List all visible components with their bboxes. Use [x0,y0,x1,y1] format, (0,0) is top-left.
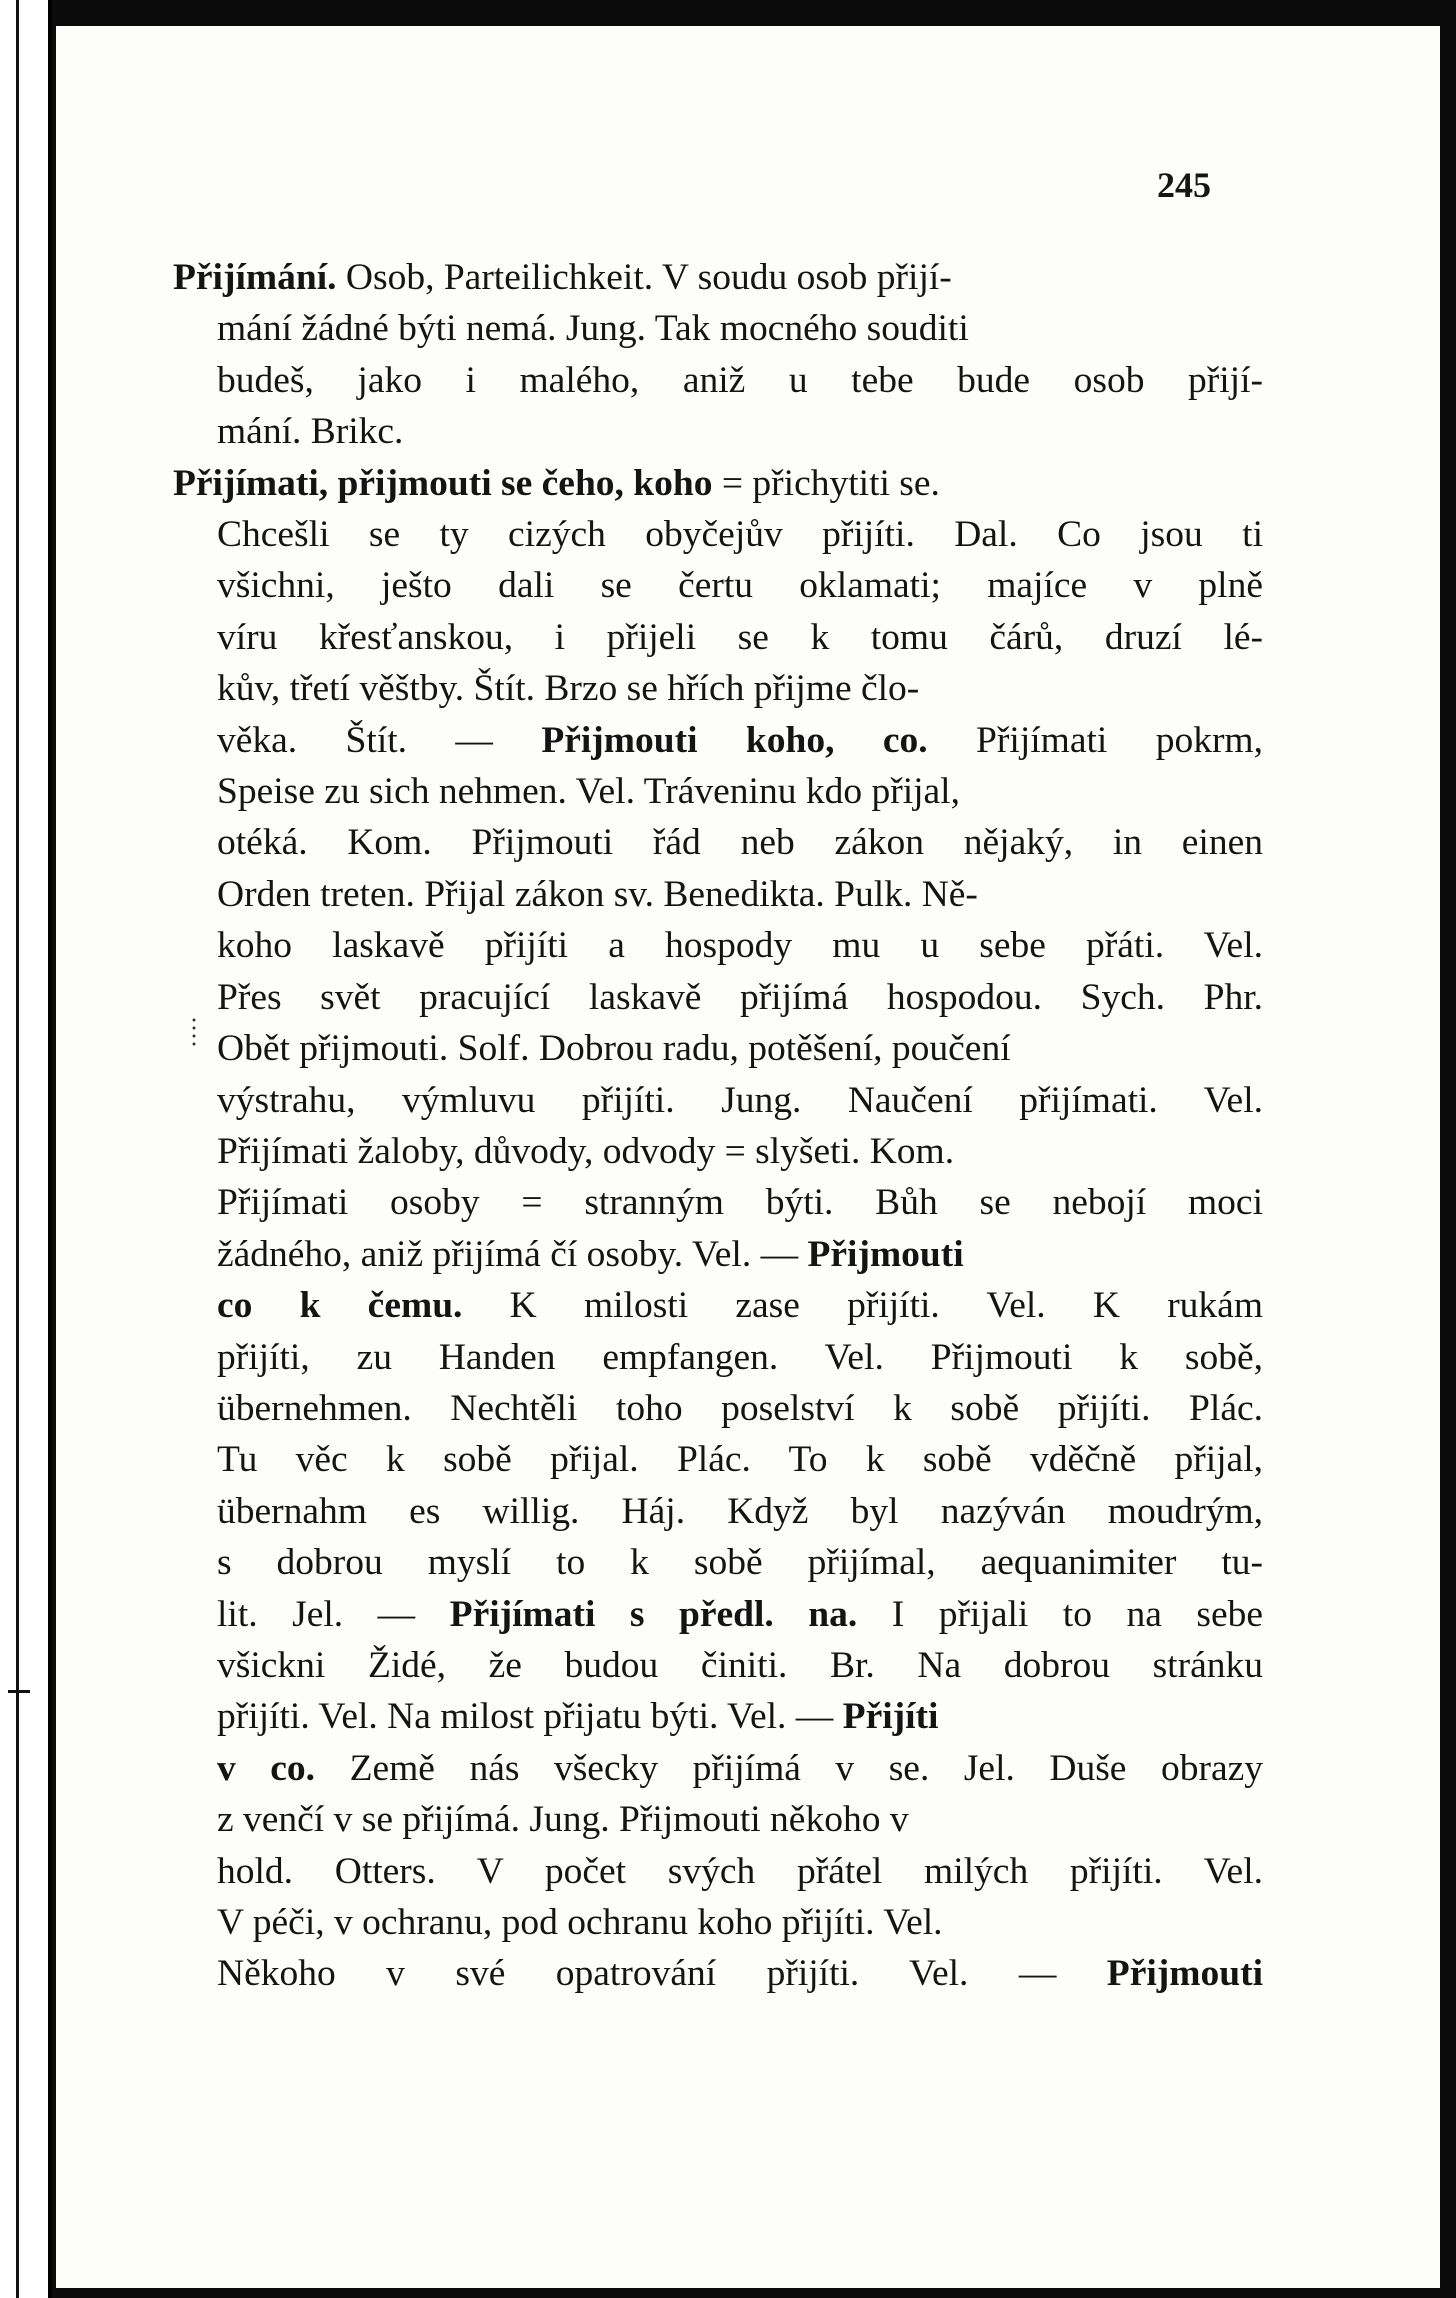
text-line [173,1332,1263,1383]
text-run: Země nás všecky přijímá v se. Jel. Duše obrazy [315,1747,1263,1789]
text-run: z venčí v se přijímá. Jung. Přijmouti někoho v [217,1799,909,1841]
headword: v co. [217,1747,316,1789]
text-line [173,1434,1263,1485]
text-line [173,1383,1263,1434]
text-line [173,355,1263,406]
text-run: všichni, ješto dali se čertu oklamati; majíce v plně [217,565,1263,607]
left-page-edge [0,0,52,2298]
text-line [173,1846,1263,1897]
text-line [173,972,1263,1023]
text-run: V péči, v ochranu, pod ochranu koho přijíti. Vel. [217,1902,943,1943]
text-line [173,663,1263,714]
headword: Přijímati, přijmouti se čeho, koho [173,462,713,504]
text-line [173,1075,1263,1126]
text-run: übernahm es willig. Háj. Když byl nazýván moudrým, [217,1490,1263,1532]
text-line [173,458,1263,509]
text-line [173,920,1263,971]
headword: Přijíti [842,1696,939,1738]
text-run: věka. Štít. — [217,719,542,761]
text-line [173,509,1263,560]
text-line [173,1743,1263,1794]
headword: Přijmouti koho, co. [541,719,928,761]
text-line [173,1897,1263,1948]
text-line [173,817,1263,868]
text-line [173,1023,1263,1074]
text-line [173,1640,1263,1691]
text-run: Speise zu sich nehmen. Vel. Tráveninu kdo přijal, [217,771,960,813]
text-line [173,1537,1263,1588]
binding-rule [16,0,19,2298]
text-run: übernehmen. Nechtěli toho poselství k sobě přijíti. Plác. [217,1387,1263,1429]
text-run: I přijali to na sebe [857,1593,1263,1635]
headword: Přijmouti [1106,1953,1263,1995]
text-line [173,303,1263,354]
text-line [173,1589,1263,1640]
headword: co k čemu. [217,1285,463,1327]
text-run: Někoho v své opatrování přijíti. Vel. — [217,1953,1107,1995]
text-line [173,715,1263,766]
text-line [173,1229,1263,1280]
page-number: 245 [1157,165,1211,205]
book-page [56,26,1440,2288]
dictionary-text [173,252,1263,2000]
text-run: budeš, jako i malého, aniž u tebe bude osob přijí- [217,359,1263,401]
text-line [173,766,1263,817]
text-line [173,1691,1263,1742]
text-run: mání žádné býti nemá. Jung. Tak mocného souditi [217,308,969,350]
text-run: lit. Jel. — [217,1593,450,1635]
headword: Přijmouti [807,1233,964,1275]
text-run: přijíti. Vel. Na milost přijatu býti. Vel. — [217,1696,843,1738]
text-run: hold. Otters. V počet svých přátel milých přijíti. Vel. [217,1850,1263,1892]
text-line [173,252,1263,303]
text-line [173,1948,1263,1999]
text-run: Přijímati žaloby, důvody, odvody = slyšeti. Kom. [217,1130,955,1172]
text-run: = přichytiti se. [712,462,940,504]
text-run: žádného, aniž přijímá čí osoby. Vel. — [217,1233,808,1275]
text-line [173,1126,1263,1177]
text-run: všickni Židé, že budou činiti. Br. Na dobrou stránku [217,1644,1263,1686]
text-run: otéká. Kom. Přijmouti řád neb zákon nějaký, in einen [217,822,1263,864]
text-line [173,560,1263,611]
text-run: Přijímati osoby = stranným býti. Bůh se nebojí moci [217,1182,1263,1224]
text-run: mání. Brikc. [217,411,404,453]
text-line [173,1280,1263,1331]
text-run: koho laskavě přijíti a hospody mu u sebe přáti. Vel. [217,925,1263,967]
headword: Přijímání. [173,257,337,298]
text-run: Chcešli se ty cizých obyčejův přijíti. Dal. Co jsou ti [217,514,1263,556]
text-run: Obět přijmouti. Solf. Dobrou radu, potěšení, poučení [217,1028,1011,1070]
text-run: přijíti, zu Handen empfangen. Vel. Přijmouti k sobě, [217,1336,1263,1378]
text-run: Orden treten. Přijal zákon sv. Benedikta. Pulk. Ně- [217,873,978,915]
text-line [173,1177,1263,1228]
text-line [173,1486,1263,1537]
binding-mark [8,1690,30,1693]
text-line [173,406,1263,457]
text-run: víru křesťanskou, i přijeli se k tomu čárů, druzí lé- [217,616,1263,658]
text-line [173,869,1263,920]
text-run: výstrahu, výmluvu přijíti. Jung. Naučení přijímati. Vel. [217,1079,1263,1121]
text-run: kův, třetí věštby. Štít. Brzo se hřích přijme člo- [217,668,920,710]
text-run: K milosti zase přijíti. Vel. K rukám [462,1285,1263,1327]
text-run: s dobrou myslí to k sobě přijímal, aequanimiter tu- [217,1542,1263,1584]
text-line [173,612,1263,663]
text-run: Přes svět pracující laskavě přijímá hospodou. Sych. Phr. [217,976,1263,1018]
headword: Přijímati s předl. na. [449,1593,858,1635]
text-line [173,1794,1263,1845]
text-run: Tu věc k sobě přijal. Plác. To k sobě vděčně přijal, [217,1439,1263,1481]
text-run: Osob, Parteilichkeit. V soudu osob přijí- [336,257,952,298]
text-run: Přijímati pokrm, [927,719,1263,761]
